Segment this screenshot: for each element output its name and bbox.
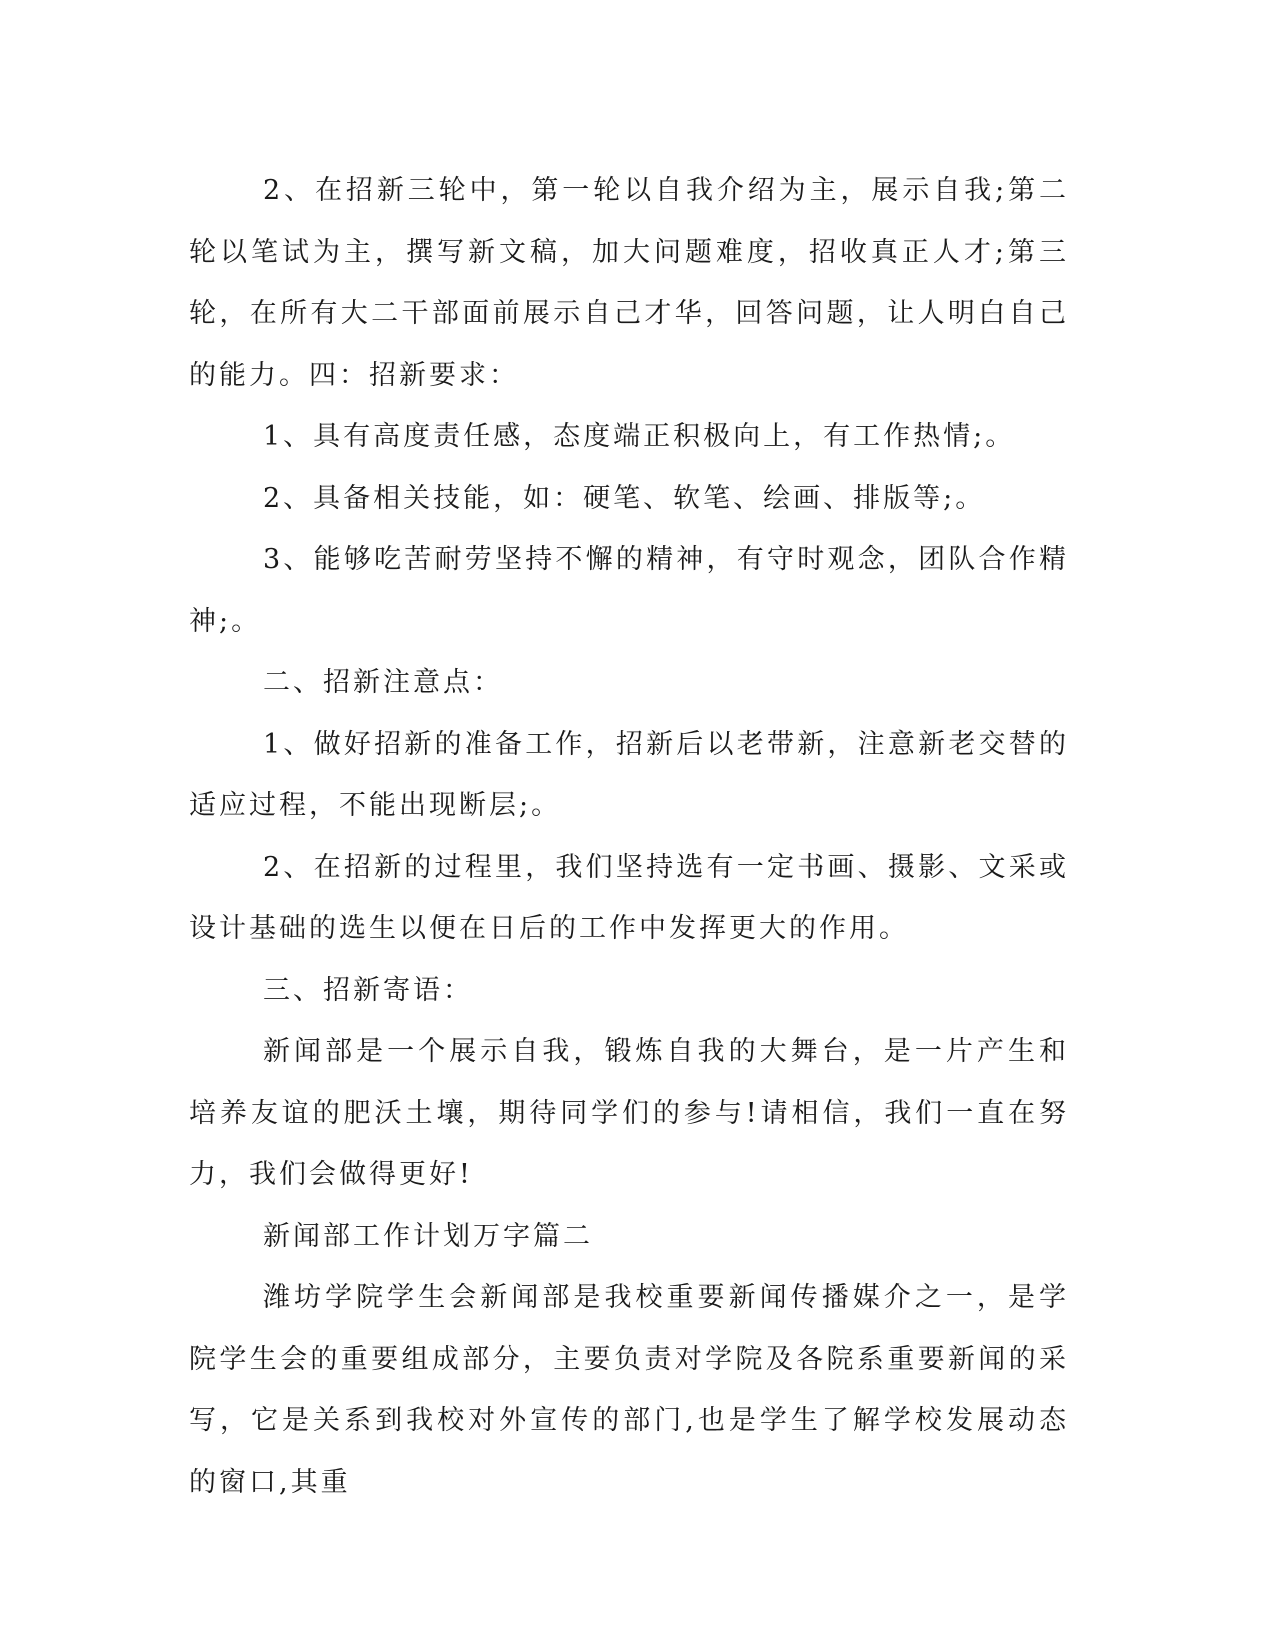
- section-heading-notes: 二、招新注意点：: [263, 667, 503, 698]
- paragraph-intro: 潍坊学院学生会新闻部是我校重要新闻传播媒介之一，是学院学生会的重要组成部分，主要负责对学院及各院系重要新闻的采写，它是关系到我校对外宣传的部门,也是学生了解学校发展动态的窗口,其重: [189, 1282, 1069, 1498]
- section-heading-message: 三、招新寄语：: [263, 974, 473, 1006]
- requirement-item-1: 1、具有高度责任感，态度端正积极向上，有工作热情;。: [263, 421, 1016, 452]
- paragraph-message: 新闻部是一个展示自我，锻炼自我的大舞台，是一片产生和培养友谊的肥沃土壤，期待同学们的参与!请相信，我们一直在努力，我们会做得更好!: [189, 1036, 1069, 1190]
- requirement-item-3: 3、能够吃苦耐劳坚持不懈的精神，有守时观念，团队合作精神;。: [189, 544, 1069, 637]
- requirement-item-2: 2、具备相关技能，如：硬笔、软笔、绘画、排版等;。: [263, 482, 986, 514]
- note-item-1: 1、做好招新的准备工作，招新后以老带新，注意新老交替的适应过程，不能出现断层;。: [189, 728, 1069, 821]
- document-body: [189, 160, 1069, 1513]
- paragraph-recruit-rounds: 2、在招新三轮中，第一轮以自我介绍为主，展示自我;第二轮以笔试为主，撰写新文稿，加大问题难度，招收真正人才;第三轮，在所有大二干部面前展示自己才华，回答问题，让人明白自己的能力。四：招新要求：: [189, 175, 1069, 391]
- section-heading-part-two: 新闻部工作计划万字篇二: [263, 1220, 593, 1252]
- note-item-2: 2、在招新的过程里，我们坚持选有一定书画、摄影、文采或设计基础的选生以便在日后的工作中发挥更大的作用。: [189, 851, 1069, 944]
